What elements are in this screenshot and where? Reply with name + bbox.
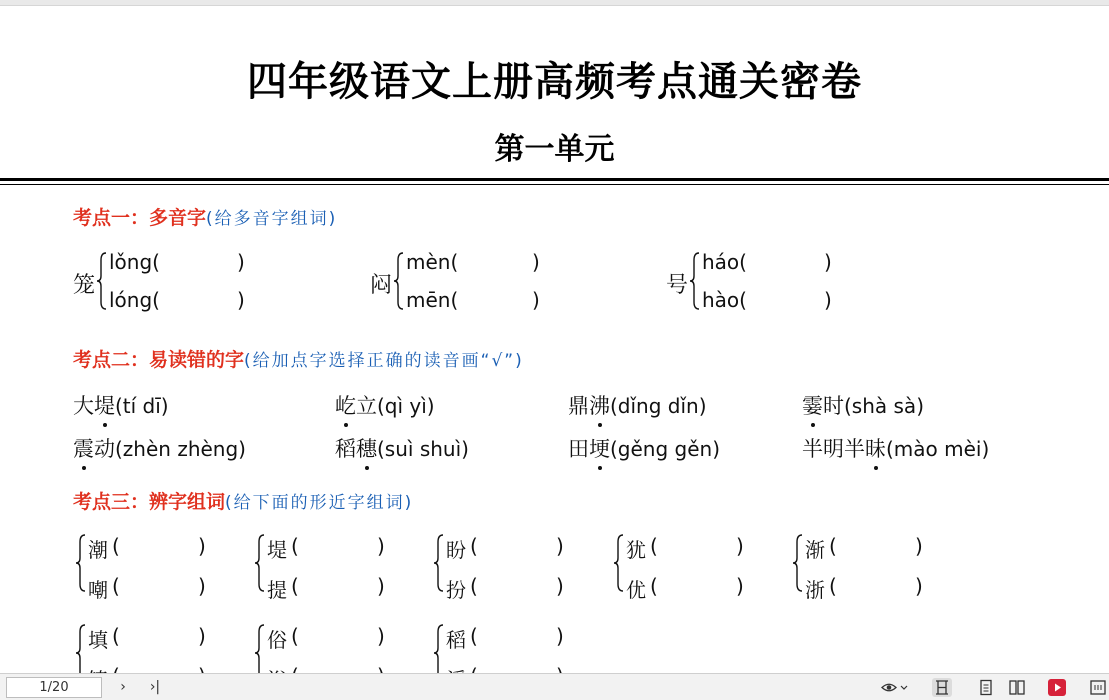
pronunciation-item <box>335 433 469 463</box>
unit-title: 第一单元 <box>494 132 615 167</box>
window-top-strip <box>0 0 1109 6</box>
section-2-label: 考点二：易读错的字 <box>73 349 245 371</box>
brace-icon <box>614 534 624 592</box>
open-paren: ( <box>112 574 120 598</box>
section-2-heading <box>73 345 524 372</box>
pinyin-options: (shà sà) <box>844 394 924 418</box>
similar-char: 俗 <box>267 628 287 652</box>
word-part: 时 <box>823 394 844 418</box>
polyphone-reading: hào( <box>702 288 747 312</box>
similar-char: 优 <box>626 578 646 602</box>
similar-char: 嘲 <box>88 578 108 602</box>
close-paren: ) <box>377 624 385 648</box>
similar-char: 浙 <box>805 578 825 602</box>
dotted-char: 埂 <box>589 433 610 463</box>
pinyin-options: (mào mèi) <box>886 437 990 461</box>
polyphone-reading: mēn( <box>406 288 459 312</box>
open-paren: ( <box>650 574 658 598</box>
brace-icon <box>394 252 404 310</box>
fullscreen-icon[interactable] <box>1088 678 1108 697</box>
close-paren: ) <box>198 624 206 648</box>
brace-icon <box>255 534 265 592</box>
open-paren: ( <box>829 574 837 598</box>
word-part: 田 <box>568 437 589 461</box>
open-paren: ( <box>470 624 478 648</box>
similar-char-pair <box>255 534 405 602</box>
word-part: 半明半 <box>802 437 865 461</box>
similar-char-pair <box>614 534 764 602</box>
pronunciation-item <box>335 390 435 420</box>
open-paren: ( <box>291 624 299 648</box>
similar-char: 提 <box>267 578 287 602</box>
dotted-char: 霎 <box>802 390 823 420</box>
close-paren: ) <box>556 574 564 598</box>
similar-char: 填 <box>88 628 108 652</box>
pinyin-options: (zhèn zhèng) <box>115 437 246 461</box>
pronunciation-item <box>73 390 169 420</box>
open-paren: ( <box>470 574 478 598</box>
last-page-button[interactable]: ›| <box>149 679 161 695</box>
pronunciation-item <box>73 433 246 463</box>
close-paren: ) <box>377 534 385 558</box>
close-paren: ) <box>736 574 744 598</box>
page-number-input[interactable]: 1/20 <box>6 677 102 698</box>
similar-char-pair <box>434 534 584 602</box>
two-page-icon[interactable] <box>1007 678 1027 697</box>
dotted-char: 昧 <box>865 433 886 463</box>
similar-char: 稻 <box>446 628 466 652</box>
polyphone-reading: lǒng( <box>109 250 160 274</box>
open-paren: ( <box>650 534 658 558</box>
dotted-char: 穗 <box>356 433 377 463</box>
section-3-label: 考点三：辨字组词 <box>73 491 226 513</box>
brace-icon <box>97 252 107 310</box>
polyphone-item <box>370 250 570 314</box>
similar-char: 渐 <box>805 538 825 562</box>
polyphone-reading: lóng( <box>109 288 160 312</box>
close-paren: ) <box>237 250 245 274</box>
dotted-char: 屹 <box>335 390 356 420</box>
pinyin-options: (gěng gěn) <box>610 437 721 461</box>
similar-char-pair <box>76 534 226 602</box>
pronunciation-item <box>802 433 989 463</box>
viewer-toolbar <box>0 673 1109 700</box>
close-paren: ) <box>556 624 564 648</box>
close-paren: ) <box>377 574 385 598</box>
view-mode-eye-icon[interactable] <box>880 678 910 697</box>
open-paren: ( <box>112 624 120 648</box>
section-3-hint: (给下面的形近字组词) <box>225 493 414 513</box>
word-part: 稻 <box>335 437 356 461</box>
similar-char: 犹 <box>626 538 646 562</box>
pinyin-options: (dǐng dǐn) <box>610 394 707 418</box>
header-rule-thin <box>0 184 1109 185</box>
fit-width-icon[interactable] <box>932 678 952 697</box>
word-part: 立 <box>356 394 377 418</box>
open-paren: ( <box>291 574 299 598</box>
polyphone-reading: mèn( <box>406 250 459 274</box>
pinyin-options: (tí dī) <box>115 394 169 418</box>
polyphone-item <box>73 250 273 314</box>
pinyin-options: (qì yì) <box>377 394 435 418</box>
slideshow-play-icon[interactable] <box>1047 678 1067 697</box>
brace-icon <box>76 534 86 592</box>
close-paren: ) <box>736 534 744 558</box>
section-1-label: 考点一：多音字 <box>73 207 207 229</box>
polyphone-char: 号 <box>666 273 689 298</box>
dotted-char: 震 <box>73 433 94 463</box>
close-paren: ) <box>237 288 245 312</box>
pronunciation-item <box>568 390 707 420</box>
similar-char: 堤 <box>267 538 287 562</box>
close-paren: ) <box>532 250 540 274</box>
open-paren: ( <box>291 534 299 558</box>
polyphone-char: 闷 <box>370 273 393 298</box>
brace-icon <box>434 534 444 592</box>
section-1-hint: (给多音字组词) <box>206 209 338 229</box>
close-paren: ) <box>915 534 923 558</box>
single-page-icon[interactable] <box>976 678 996 697</box>
close-paren: ) <box>824 250 832 274</box>
polyphone-char: 笼 <box>73 273 96 298</box>
close-paren: ) <box>556 534 564 558</box>
word-part: 动 <box>94 437 115 461</box>
close-paren: ) <box>198 534 206 558</box>
section-1-heading <box>73 203 337 230</box>
word-part: 大 <box>73 394 94 418</box>
similar-char: 潮 <box>88 538 108 562</box>
brace-icon <box>690 252 700 310</box>
pinyin-options: (suì shuì) <box>377 437 469 461</box>
dotted-char: 堤 <box>94 390 115 420</box>
brace-icon <box>793 534 803 592</box>
pronunciation-item <box>568 433 720 463</box>
document-title: 四年级语文上册高频考点通关密卷 <box>247 58 862 105</box>
open-paren: ( <box>829 534 837 558</box>
close-paren: ) <box>915 574 923 598</box>
open-paren: ( <box>470 534 478 558</box>
pronunciation-item <box>802 390 924 420</box>
close-paren: ) <box>532 288 540 312</box>
similar-char-pair <box>793 534 943 602</box>
section-2-hint: (给加点字选择正确的读音画“√”) <box>244 351 524 371</box>
next-page-button[interactable]: › <box>120 679 126 695</box>
similar-char: 盼 <box>446 538 466 562</box>
close-paren: ) <box>198 574 206 598</box>
polyphone-item <box>666 250 866 314</box>
open-paren: ( <box>112 534 120 558</box>
similar-char: 扮 <box>446 578 466 602</box>
header-rule-thick <box>0 178 1109 181</box>
dotted-char: 沸 <box>589 390 610 420</box>
close-paren: ) <box>824 288 832 312</box>
polyphone-reading: háo( <box>702 250 747 274</box>
word-part: 鼎 <box>568 394 589 418</box>
section-3-heading <box>73 487 413 514</box>
